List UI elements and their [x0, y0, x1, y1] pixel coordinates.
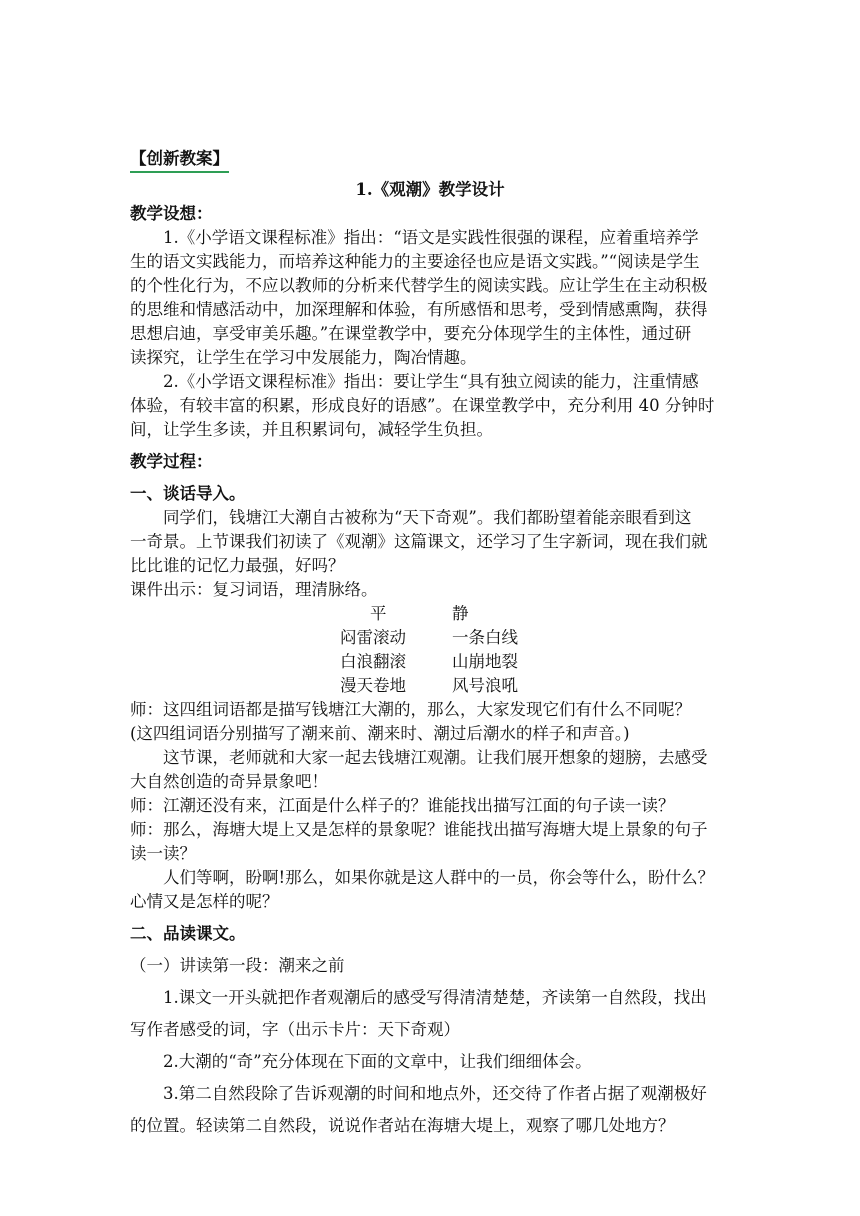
paragraph-line: 人们等啊，盼啊!那么，如果你就是这人群中的一员，你会等什么，盼什么？	[163, 868, 715, 887]
heading-teaching-process: 教学过程：	[130, 452, 213, 471]
paragraph-line: 2.《小学语文课程标准》指出：要让学生“具有独立阅读的能力，注重情感	[163, 372, 699, 391]
paragraph-line: 的思维和情感活动中，加深理解和体验，有所感悟和思考，受到情感熏陶，获得	[130, 300, 708, 319]
paragraph-line: 这节课，老师就和大家一起去钱塘江观潮。让我们展开想象的翅膀，去感受	[163, 748, 708, 767]
paragraph-line: 体验，有较丰富的积累，形成良好的语感”。在课堂教学中，充分利用 40 分钟时	[130, 396, 715, 415]
paragraph-line: 大自然创造的奇异景象吧！	[130, 772, 328, 791]
answer-line: (这四组词语分别描写了潮来前、潮来时、潮过后潮水的样子和声音。)	[130, 724, 630, 743]
paragraph-line: 读探究，让学生在学习中发展能力，陶冶情趣。	[130, 348, 477, 367]
teacher-line: 师：这四组词语都是描写钱塘江大潮的，那么，大家发现它们有什么不同呢？	[130, 700, 691, 719]
paragraph-line: 同学们，钱塘江大潮自古被称为“天下奇观”。我们都盼望着能亲眼看到这	[163, 508, 692, 527]
word-item: 闷雷滚动	[340, 628, 406, 647]
word-item: 平	[370, 604, 387, 623]
section-tag: 【创新教案】	[130, 148, 229, 173]
word-item: 风号浪吼	[452, 676, 518, 695]
document-title: 1.《观潮》教学设计	[355, 180, 505, 199]
word-item: 一条白线	[452, 628, 518, 647]
paragraph-line: 2.大潮的“奇”充分体现在下面的文章中，让我们细细体会。	[163, 1052, 592, 1071]
word-item: 白浪翻滚	[340, 652, 406, 671]
paragraph-line: 的位置。轻读第二自然段，说说作者站在海塘大堤上，观察了哪几处地方？	[130, 1116, 675, 1135]
paragraph-line: 思想启迪，享受审美乐趣。”在课堂教学中，要充分体现学生的主体性，通过研	[130, 324, 692, 343]
paragraph-line: 3.第二自然段除了告诉观潮的时间和地点外，还交待了作者占据了观潮极好	[163, 1084, 707, 1103]
paragraph-line: 间，让学生多读，并且积累词句，减轻学生负担。	[130, 420, 493, 439]
word-item: 静	[452, 604, 469, 623]
paragraph-line: 心情又是怎样的呢？	[130, 892, 279, 911]
paragraph-line: 一奇景。上节课我们初读了《观潮》这篇课文，还学习了生字新词，现在我们就	[130, 532, 708, 551]
word-item: 漫天卷地	[340, 676, 406, 695]
heading-part-two: 二、品读课文。	[130, 924, 246, 943]
subheading: （一）讲读第一段：潮来之前	[130, 956, 345, 975]
paragraph-line: 比比谁的记忆力最强，好吗？	[130, 556, 345, 575]
paragraph-line: 写作者感受的词，字（出示卡片：天下奇观）	[130, 1020, 460, 1039]
teacher-line: 师：那么，海塘大堤上又是怎样的景象呢？谁能找出描写海塘大堤上景象的句子	[130, 820, 708, 839]
word-item: 山崩地裂	[452, 652, 518, 671]
paragraph-line: 1.《小学语文课程标准》指出：“语文是实践性很强的课程，应着重培养学	[163, 228, 699, 247]
heading-part-one: 一、谈话导入。	[130, 484, 246, 503]
paragraph-line: 生的语文实践能力，而培养这种能力的主要途径也应是语文实践。”“阅读是学生	[130, 252, 700, 271]
paragraph-line: 的个性化行为，不应以教师的分析来代替学生的阅读实践。应让学生在主动积极	[130, 276, 708, 295]
teacher-line: 师：江潮还没有来，江面是什么样子的？谁能找出描写江面的句子读一读？	[130, 796, 675, 815]
paragraph-line: 1.课文一开头就把作者观潮后的感受写得清清楚楚，齐读第一自然段，找出	[163, 988, 707, 1007]
teacher-line: 读一读？	[130, 844, 196, 863]
heading-teaching-idea: 教学设想：	[130, 204, 213, 223]
courseware-line: 课件出示：复习词语，理清脉络。	[130, 580, 378, 599]
